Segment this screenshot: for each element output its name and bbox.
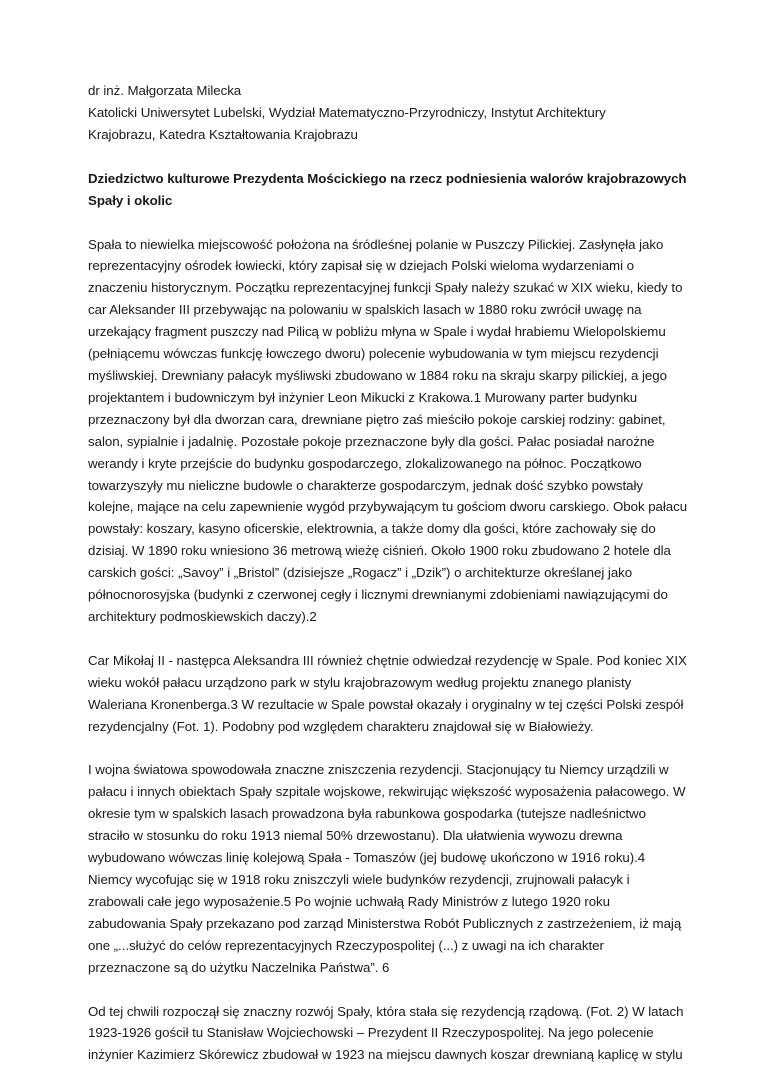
article-title: Dziedzictwo kulturowe Prezydenta Mościckiego na rzecz podniesienia walorów krajobrazowych Spały i okolic bbox=[88, 170, 687, 208]
author-affiliation-line-1: Katolicki Uniwersytet Lubelski, Wydział Matematyczno-Przyrodniczy, Instytut Architektury bbox=[88, 104, 606, 120]
paragraph-3: I wojna światowa spowodowała znaczne zniszczenia rezydencji. Stacjonujący tu Niemcy urządzili w pałacu i innych obiektach Spały szpitale wojskowe, rekwirując większość wyposażenia pałacowego. W okresie tym w spalskich lasach prowadzona była rabunkowa gospodarka (tutejsze nadleśnictwo straciło w stosunku do roku 1913 niemal 50% drzewostanu). Dla ułatwienia wywozu drewna wybudowano wówczas linię kolejową Spała - Tomaszów (jej budowę ukończono w 1916 roku).4 Niemcy wycofując się w 1918 roku zniszczyli wiele budynków rezydencji, zrujnowali pałacyk i zrabowali całe jego wyposażenie.5 Po wojnie uchwałą Rady Ministrów z lutego 1920 roku zabudowania Spały przekazano pod zarząd Ministerstwa Robót Publicznych z zastrzeżeniem, iż mają one „...służyć do celów reprezentacyjnych Rzeczypospolitej (...) z uwagi na ich charakter przeznaczone są do użytku Naczelnika Państwa”. 6 bbox=[88, 762, 686, 975]
author-block bbox=[88, 80, 688, 146]
author-name: dr inż. Małgorzata Milecka bbox=[88, 83, 242, 98]
author-affiliation-line-2: Krajobrazu, Katedra Kształtowania Krajobrazu bbox=[88, 126, 358, 142]
document-page bbox=[88, 80, 688, 1066]
paragraph-2: Car Mikołaj II - następca Aleksandra III również chętnie odwiedzał rezydencję w Spale. Pod koniec XIX wieku wokół pałacu urządzono park w stylu krajobrazowym według projektu znanego planisty Waleriana Kronenberga.3 W rezultacie w Spale powstał okazały i oryginalny w tej części Polski zespół rezydencjalny (Fot. 1). Podobny pod względem charakteru znajdował się w Białowieży. bbox=[88, 652, 687, 734]
paragraph-1: Spała to niewielka miejscowość położona na śródleśnej polanie w Puszczy Pilickiej. Zasłynęła jako reprezentacyjny ośrodek łowiecki, który zapisał się w dziejach Polski wieloma wydarzeniami o znaczeniu historycznym. Początku reprezentacyjnej funkcji Spały należy szukać w XIX wieku, kiedy to car Aleksander III przebywając na polowaniu w spalskich lasach w 1880 roku zwrócił uwagę na urzekający fragment puszczy nad Pilicą w pobliżu młyna w Spale i wydał hrabiemu Wielopolskiemu (pełniącemu wówczas funkcję łowczego dworu) polecenie wybudowania w tym miejscu rezydencji myśliwskiej. Drewniany pałacyk myśliwski zbudowano w 1884 roku na skraju skarpy pilickiej, a jego projektantem i budowniczym był inżynier Leon Mikucki z Krakowa.1 Murowany parter budynku przeznaczony był dla dworzan cara, drewniane piętro zaś mieściło pokoje carskiej rodziny: gabinet, salon, sypialnie i jadalnię. Pozostałe pokoje przeznaczone były dla gości. Pałac posiadał narożne werandy i kryte przejście do budynku gospodarczego, zlokalizowanego na północ. Początkowo towarzyszyły mu nieliczne budowle o charakterze gospodarczym, jednak dość szybko powstały kolejne, mające na celu zapewnienie wygód przybywającym tu gościom dworu carskiego. Obok pałacu powstały: koszary, kasyno oficerskie, elektrownia, a także domy dla gości, które zachowały się do dzisiaj. W 1890 roku wniesiono 36 metrową wieżę ciśnień. Około 1900 roku zbudowano 2 hotele dla carskich gości: „Savoy” i „Bristol” (dzisiejsze „Rogacz” i „Dzik”) o architekturze określanej jako północnorosyjska (budynki z czerwonej cegły i licznymi drewnianymi zdobieniami nawiązującymi do architektury podmoskiewskich daczy).2 bbox=[88, 236, 688, 624]
paragraph-4: Od tej chwili rozpoczął się znaczny rozwój Spały, która stała się rezydencją rządową. (Fot. 2) W latach 1923-1926 gościł tu Stanisław Wojciechowski – Prezydent II Rzeczypospolitej. Na jego polecenie inżynier Kazimierz Skórewicz zbudował w 1923 na miejscu dawnych koszar drewnianą kaplicę w stylu bbox=[88, 1003, 684, 1063]
